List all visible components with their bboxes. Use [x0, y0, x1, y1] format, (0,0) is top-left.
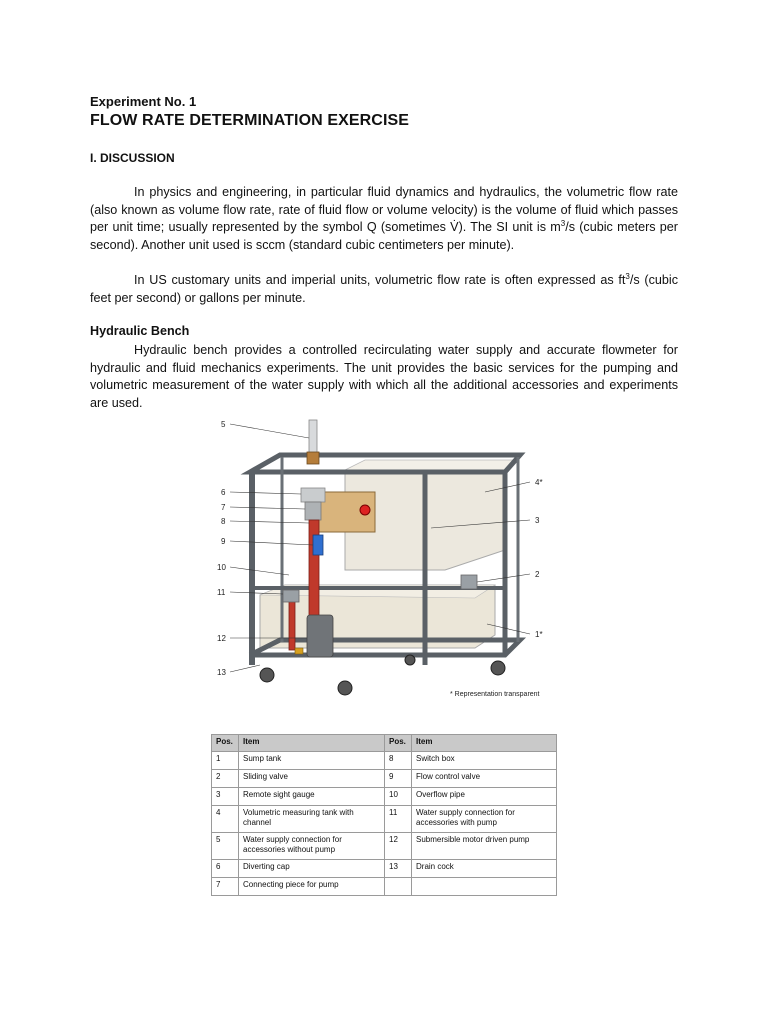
table-row	[212, 788, 557, 806]
table-cell: Water supply connection for accessories with pump	[412, 806, 557, 833]
parts-table	[211, 734, 557, 896]
table-cell: 2	[212, 770, 239, 788]
document-title: FLOW RATE DETERMINATION EXERCISE	[90, 112, 410, 129]
callout-7: 7	[221, 503, 226, 512]
table-cell: 12	[385, 833, 412, 860]
callout-2: 2	[535, 570, 540, 579]
subheading-hydraulic-bench: Hydraulic Bench	[90, 324, 190, 338]
table-cell: Remote sight gauge	[239, 788, 385, 806]
table-cell: Switch box	[412, 752, 557, 770]
callout-3: 3	[535, 516, 540, 525]
superscript: 3	[560, 218, 566, 228]
table-cell: Drain cock	[412, 860, 557, 878]
table-cell: 6	[212, 860, 239, 878]
table-cell: 9	[385, 770, 412, 788]
experiment-number: Experiment No. 1	[90, 94, 197, 109]
table-row	[212, 860, 557, 878]
paragraph-text: Hydraulic bench provides a controlled recirculating water supply and accurate flowmeter for hydraulic and fluid mechanics experiments. The unit provides the basic services for the pumping and volumetric measurement of the water supply with which all the additional accessories and experiments are used.	[90, 343, 678, 410]
header-item: Item	[239, 735, 385, 752]
header-item: Item	[412, 735, 557, 752]
table-header-row	[212, 735, 557, 752]
paragraph-us-units	[90, 272, 678, 307]
table-cell: 8	[385, 752, 412, 770]
callout-1: 1*	[535, 630, 543, 639]
paragraph-hydraulic-bench	[90, 342, 678, 412]
callout-4: 4*	[535, 478, 543, 487]
table-cell: Submersible motor driven pump	[412, 833, 557, 860]
table-cell: Sliding valve	[239, 770, 385, 788]
table-cell	[385, 878, 412, 896]
callout-11: 11	[217, 588, 226, 597]
table-cell: 10	[385, 788, 412, 806]
table-cell: Overflow pipe	[412, 788, 557, 806]
table-cell: Flow control valve	[412, 770, 557, 788]
table-cell: 1	[212, 752, 239, 770]
table-cell: 4	[212, 806, 239, 833]
superscript: 3	[625, 271, 630, 281]
table-cell: Water supply connection for accessories without pump	[239, 833, 385, 860]
callout-10: 10	[217, 563, 226, 572]
table-row	[212, 770, 557, 788]
table-cell: 3	[212, 788, 239, 806]
callout-8: 8	[221, 517, 226, 526]
paragraph-flow-rate-definition	[90, 184, 678, 254]
table-cell: Diverting cap	[239, 860, 385, 878]
table-cell	[412, 878, 557, 896]
table-row	[212, 878, 557, 896]
table-cell: 11	[385, 806, 412, 833]
paragraph-text: /s (cubic meters per second). Another unit used is sccm (standard cubic centimeters per minute).	[90, 220, 679, 252]
paragraph-text: /s (cubic feet per second) or gallons per minute.	[90, 273, 678, 305]
callout-9: 9	[221, 537, 226, 546]
stop-button	[360, 505, 370, 515]
table-row	[212, 833, 557, 860]
table-cell: 5	[212, 833, 239, 860]
header-pos: Pos.	[385, 735, 412, 752]
table-cell: Volumetric measuring tank with channel	[239, 806, 385, 833]
figure-note: * Representation transparent	[450, 691, 540, 698]
hydraulic-bench-figure	[205, 410, 555, 710]
callout-12: 12	[217, 634, 226, 643]
table-row	[212, 806, 557, 833]
table-cell: Connecting piece for pump	[239, 878, 385, 896]
paragraph-text: In physics and engineering, in particular fluid dynamics and hydraulics, the volumetric flow rate (also known as volume flow rate, rate of fluid flow or volume velocity) is the volume of fluid which passes per unit time; usually represented by the symbol Q (sometimes V̇). The SI unit is m	[90, 185, 678, 234]
header-pos: Pos.	[212, 735, 239, 752]
table-cell: Sump tank	[239, 752, 385, 770]
paragraph-text: In US customary units and imperial units, volumetric flow rate is often expressed as ft	[134, 273, 626, 287]
table-cell: 13	[385, 860, 412, 878]
callout-13: 13	[217, 668, 226, 677]
table-cell: 7	[212, 878, 239, 896]
table-row	[212, 752, 557, 770]
section-heading: I. DISCUSSION	[90, 151, 175, 165]
callout-5: 5	[221, 420, 226, 429]
callout-6: 6	[221, 488, 226, 497]
